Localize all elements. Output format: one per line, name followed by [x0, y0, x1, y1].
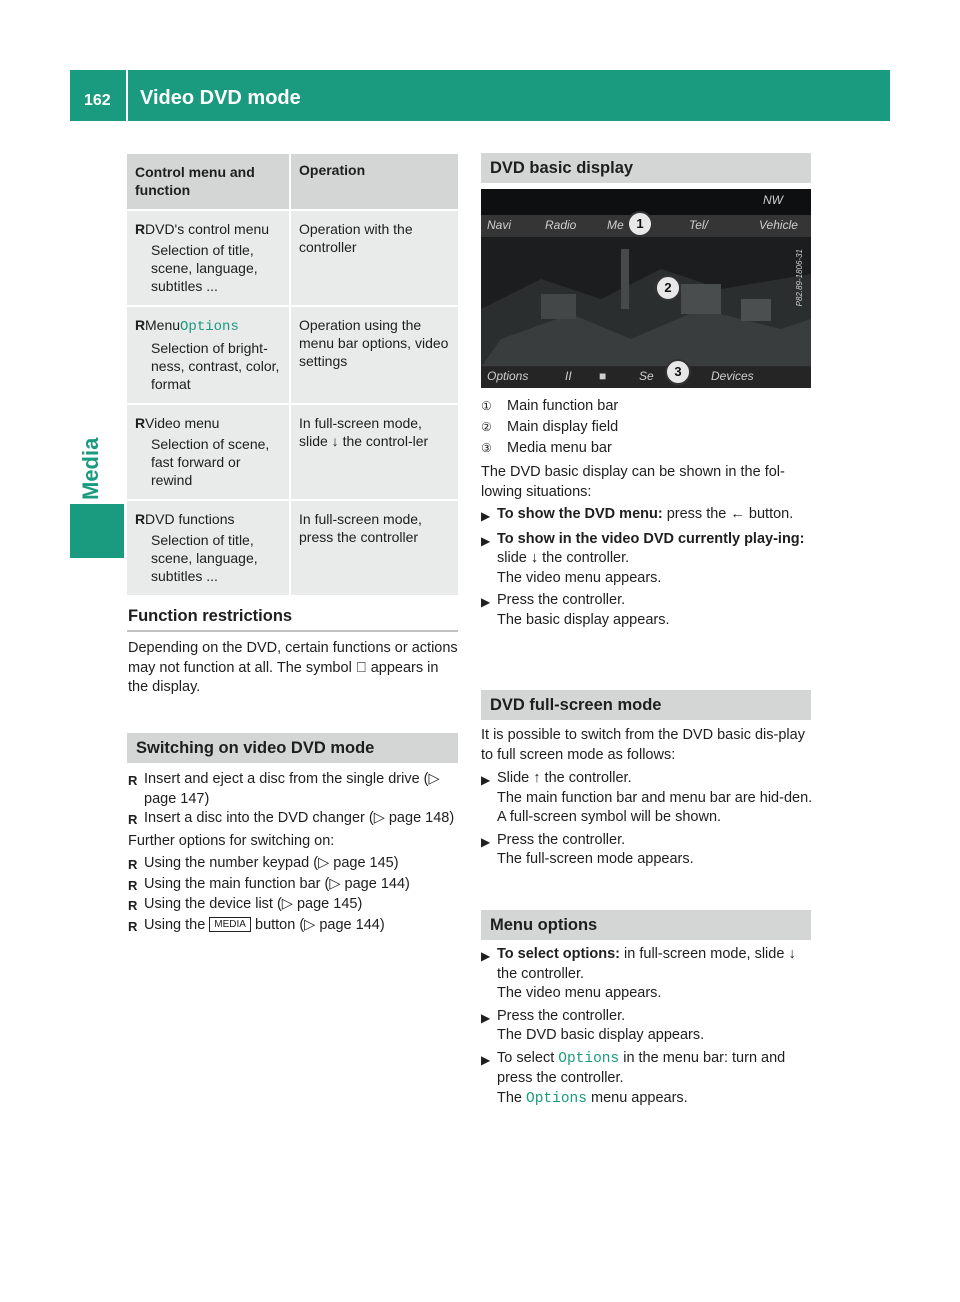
instruction-step: ▶ To show the DVD menu: press the ← button. [481, 505, 813, 527]
legend-item: ① Main function bar [481, 398, 619, 414]
row-function: DVD functions [145, 511, 235, 527]
switching-body [128, 770, 458, 936]
row-operation: In full-screen mode, slide ↓ the control-ler [290, 404, 458, 500]
row-function: DVD's control menu [145, 221, 270, 237]
row-description: Selection of title, scene, language, subtitles ... [151, 242, 258, 294]
row-operation: Operation using the menu bar options, video settings [290, 306, 458, 404]
row-description: Selection of scene, fast forward or rewind [151, 436, 270, 488]
function-restrictions-text: Depending on the DVD, certain functions or actions may not function at all. The symbol ⃠ appears in the display. [128, 640, 458, 695]
options-term: Options [526, 1090, 587, 1107]
row-description: Selection of bright-ness, contrast, color, format [151, 340, 280, 392]
instruction-step: ▶ Press the controller. The DVD basic display appears. [481, 1007, 813, 1046]
list-item: R Using the MEDIA button (▷ page 144) [128, 916, 458, 937]
bullet-icon: R [128, 918, 138, 934]
legend-item: ② Main display field [481, 419, 619, 435]
step-arrow-icon: ▶ [481, 533, 491, 548]
menu-item-vehicle: Vehicle [759, 218, 798, 232]
instruction-step: ▶ To select options: in full-screen mode, slide ↓ the controller. The video menu appears. [481, 945, 813, 1004]
dvd-screen-image [481, 189, 811, 388]
bullet-icon: R [128, 773, 138, 788]
instruction-step: ▶ Press the controller. The full-screen mode appears. [481, 831, 813, 870]
instruction-step: ▶ To show in the video DVD currently play-ing: slide ↓ the controller. The video menu appears. [481, 530, 813, 589]
table-row [127, 500, 458, 595]
fullscreen-intro: It is possible to switch from the DVD basic dis-play to full screen mode as follows: [481, 727, 805, 763]
menu-options-heading: Menu options [481, 910, 811, 940]
list-item: R Insert and eject a disc from the single drive (▷ page 147) [128, 770, 458, 809]
callout-1: 1 [627, 211, 653, 237]
menu-item-media: Me [607, 218, 624, 232]
fullscreen-body [481, 726, 813, 873]
bullet-icon: R [128, 877, 138, 893]
step-arrow-icon: ▶ [481, 949, 491, 963]
page-number: 162 [84, 92, 111, 109]
bullet-icon: R [128, 812, 138, 827]
step-arrow-icon: ▶ [481, 834, 491, 849]
step-arrow-icon: ▶ [481, 509, 491, 523]
legend-item: ③ Media menu bar [481, 440, 612, 456]
media-button-icon: MEDIA [209, 917, 251, 932]
menu-item-navi: Navi [487, 218, 512, 232]
instruction-step: ▶ Slide ↑ the controller. The main function bar and menu bar are hid-den. A full-screen symbol will be shown. [481, 769, 813, 828]
side-tab-block [70, 504, 124, 558]
bullet-icon: R [135, 317, 146, 333]
list-item: R Using the device list (▷ page 145) [128, 895, 458, 916]
menu-options-body [481, 945, 813, 1112]
options-term: Options [180, 319, 239, 335]
menu-item-search: Se [639, 369, 654, 383]
further-options-label: Further options for switching on: [128, 832, 335, 849]
menu-item-radio: Radio [545, 218, 577, 232]
callout-2: 2 [655, 275, 681, 301]
chapter-title: Video DVD mode [140, 87, 301, 109]
header-divider [126, 70, 128, 121]
fullscreen-heading: DVD full-screen mode [481, 690, 811, 720]
bullet-icon: R [135, 511, 146, 527]
function-restrictions-heading: Function restrictions [128, 607, 293, 625]
basic-display-heading: DVD basic display [481, 153, 811, 183]
table-row [127, 404, 458, 500]
row-operation: Operation with the controller [290, 210, 458, 306]
menu-item-devices: Devices [711, 369, 754, 383]
list-item: R Using the number keypad (▷ page 145) [128, 854, 458, 875]
table-header-operation: Operation [290, 154, 458, 210]
list-item: R Insert a disc into the DVD changer (▷ page 148) [128, 809, 458, 830]
table-header-function: Control menu and function [127, 154, 290, 210]
step-arrow-icon: ▶ [481, 1052, 491, 1067]
step-arrow-icon: ▶ [481, 595, 491, 609]
options-term: Options [558, 1050, 620, 1067]
row-function: Video menu [145, 415, 220, 431]
basic-display-body [481, 463, 813, 633]
row-function: Menu [145, 317, 181, 333]
menu-item-tel: Tel/ [689, 218, 708, 232]
image-code: P82.89-1806-31 [795, 249, 804, 307]
display-legend [481, 396, 618, 459]
table-row [127, 306, 458, 404]
bullet-icon: R [135, 415, 146, 431]
switching-heading: Switching on video DVD mode [127, 733, 458, 763]
step-arrow-icon: ▶ [481, 773, 491, 787]
menu-item-options: Options [487, 369, 529, 383]
basic-display-intro: The DVD basic display can be shown in the fol-lowing situations: [481, 464, 785, 500]
instruction-step: ▶ To select Options in the menu bar: turn and press the controller. The Options menu appears. [481, 1049, 813, 1110]
control-table [127, 154, 458, 595]
list-item: R Using the main function bar (▷ page 144) [128, 875, 458, 896]
side-tab-label: Media [78, 437, 103, 500]
bullet-icon: R [128, 857, 138, 872]
row-description: Selection of title, scene, language, subtitles ... [151, 532, 258, 584]
bullet-icon: R [135, 221, 146, 237]
pause-icon: II [565, 369, 572, 383]
stop-icon: ■ [599, 369, 607, 383]
section-rule [127, 630, 458, 632]
callout-3: 3 [665, 359, 691, 385]
row-operation: In full-screen mode, press the controller [290, 500, 458, 595]
compass-indicator: NW [763, 193, 783, 207]
step-arrow-icon: ▶ [481, 1010, 491, 1025]
table-row [127, 210, 458, 306]
bullet-icon: R [128, 898, 138, 913]
instruction-step: ▶ Press the controller. The basic display appears. [481, 591, 813, 630]
